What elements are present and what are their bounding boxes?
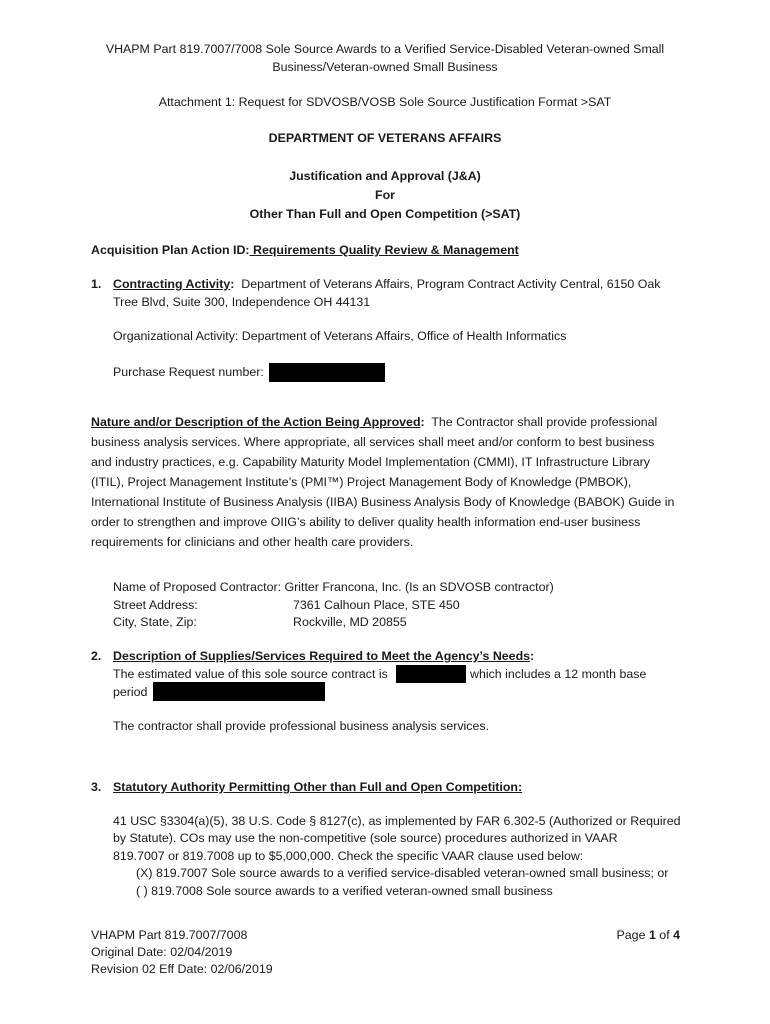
competition-title: Other Than Full and Open Competition (>SAT) <box>249 207 521 221</box>
statute-text-3: 819.7007 or 819.7008 up to $5,000,000. Check the specific VAAR clause used below: <box>113 849 584 863</box>
statute-text-1: 41 USC §3304(a)(5), 38 U.S. Code § 8127(c), as implemented by FAR 6.302-5 (Authorized or Required <box>113 814 681 828</box>
page-number <box>582 928 680 942</box>
period-redaction <box>153 682 325 701</box>
section-3-number: 3. <box>91 780 102 794</box>
section-3-heading: Statutory Authority Permitting Other than Full and Open Competition: <box>113 780 523 794</box>
purchase-request-redaction <box>269 363 385 382</box>
section-1-text-b: Tree Blvd, Suite 300, Independence OH 44131 <box>113 295 371 309</box>
department-title: DEPARTMENT OF VETERANS AFFAIRS <box>268 131 502 145</box>
page-total: 4 <box>673 928 680 942</box>
section-1-text-a: Department of Veterans Affairs, Program Contract Activity Central, 6150 Oak <box>241 277 661 291</box>
statute-text-2: by Statute). COs may use the non-competitive (sole source) procedures authorized in VAAR <box>113 831 618 845</box>
attachment-line: Attachment 1: Request for SDVOSB/VOSB Sole Source Justification Format >SAT <box>158 95 612 109</box>
section-1-heading: Contracting Activity <box>113 277 231 291</box>
acquisition-plan-line <box>91 243 519 257</box>
section-2-services-text: The contractor shall provide professional business analysis services. <box>113 719 490 733</box>
street-label: Street Address: <box>113 598 198 612</box>
nature-text-3: and industry practices, e.g. Capability Maturity Model Implementation (CMMI), IT Infrastructure Library <box>91 455 650 469</box>
nature-text-7: requirements for clinicians and other health care providers. <box>91 535 414 549</box>
footer-original-date: Original Date: 02/04/2019 <box>91 945 233 959</box>
street-value: 7361 Calhoun Place, STE 450 <box>293 598 460 612</box>
page-of: of <box>659 928 670 942</box>
header-title-line2: Business/Veteran-owned Small Business <box>272 60 498 74</box>
footer-part: VHAPM Part 819.7007/7008 <box>91 928 248 942</box>
option-819-7007: (X) 819.7007 Sole source awards to a verified service-disabled veteran-owned small business; or <box>136 866 669 880</box>
nature-heading: Nature and/or Description of the Action Being Approved <box>91 415 421 429</box>
base-period-text: which includes a 12 month base <box>470 667 647 681</box>
section-1-number: 1. <box>91 277 102 291</box>
acquisition-plan-value: Requirements Quality Review & Management <box>249 243 519 257</box>
nature-text-4: (ITIL), Project Management Institute’s (PMI™) Project Management Body of Knowledge (PMBOK), <box>91 475 632 489</box>
estimated-value-text: The estimated value of this sole source contract is <box>113 667 388 681</box>
option-819-7008: ( ) 819.7008 Sole source awards to a verified veteran-owned small business <box>136 884 553 898</box>
nature-text-6: order to strengthen and improve OIIG’s ability to deliver quality health information end-user business <box>91 515 641 529</box>
acquisition-plan-label: Acquisition Plan Action ID: <box>91 243 250 257</box>
section-2-heading: Description of Supplies/Services Required to Meet the Agency’s Needs <box>113 649 531 663</box>
nature-text-5: International Institute of Business Analysis (IIBA) Business Analysis Body of Knowledge (BABOK) Guide in <box>91 495 675 509</box>
ja-title: Justification and Approval (J&A) <box>289 169 481 183</box>
page-word: Page <box>616 928 646 942</box>
header-title-line1: VHAPM Part 819.7007/7008 Sole Source Awards to a Verified Service-Disabled Veteran-owned Small <box>105 42 665 56</box>
nature-text-2: business analysis services. Where appropriate, all services shall meet and/or conform to best business <box>91 435 655 449</box>
section-2-heading-line: Description of Supplies/Services Required to Meet the Agency’s Needs: <box>113 649 535 663</box>
nature-text-1: The Contractor shall provide professional <box>431 415 658 429</box>
period-label: period <box>113 685 148 699</box>
nature-line-1: Nature and/or Description of the Action Being Approved: The Contractor shall provide professional <box>91 415 658 429</box>
page-current: 1 <box>648 928 656 942</box>
purchase-request-label: Purchase Request number: <box>113 365 264 379</box>
estimated-value-redaction <box>396 665 466 683</box>
city-value: Rockville, MD 20855 <box>293 615 407 629</box>
for-title: For <box>375 188 395 202</box>
footer-revision-date: Revision 02 Eff Date: 02/06/2019 <box>91 962 273 976</box>
section-1-line-a: Contracting Activity: Department of Veterans Affairs, Program Contract Activity Central, 6150 Oak <box>113 277 661 291</box>
section-2-number: 2. <box>91 649 102 663</box>
city-label: City, State, Zip: <box>113 615 197 629</box>
organizational-activity: Organizational Activity: Department of Veterans Affairs, Office of Health Informatics <box>113 329 567 343</box>
contractor-name: Name of Proposed Contractor: Gritter Francona, Inc. (Is an SDVOSB contractor) <box>113 580 554 594</box>
